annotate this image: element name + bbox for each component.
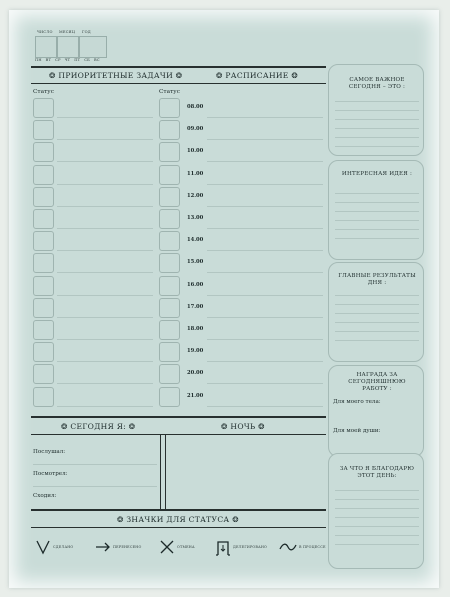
- card-writing-line[interactable]: [335, 331, 419, 332]
- card-writing-line[interactable]: [335, 535, 419, 536]
- planner-sheet: [9, 10, 439, 588]
- night-title: НОЧЬ: [230, 422, 256, 431]
- reward-title: НАГРАДА ЗА СЕГОДНЯШНЮЮ РАБОТУ :: [348, 372, 406, 392]
- priority-task-line[interactable]: [57, 228, 153, 229]
- legend-item-delegated: [213, 537, 273, 559]
- schedule-entry-line[interactable]: [207, 139, 323, 140]
- weekday-fri[interactable]: ПТ: [74, 58, 81, 62]
- icons-title: ЗНАЧКИ ДЛЯ СТАТУСА: [126, 515, 230, 524]
- card-writing-line[interactable]: [335, 508, 419, 509]
- schedule-time-label: 12.00: [187, 192, 204, 199]
- legend-label-in-progress: В ПРОЦЕССЕ: [299, 545, 326, 549]
- delegate-icon: [215, 538, 231, 556]
- schedule-status-box[interactable]: [159, 209, 180, 229]
- priority-task-line[interactable]: [57, 206, 153, 207]
- priority-status-box[interactable]: [33, 253, 54, 273]
- weekday-wed[interactable]: СР: [55, 58, 61, 62]
- schedule-status-box[interactable]: [159, 387, 180, 407]
- legend-item-cancel: [157, 537, 213, 559]
- gratitude-card[interactable]: [328, 453, 424, 569]
- icons-top-rule: [31, 509, 326, 511]
- schedule-entry-line[interactable]: [207, 295, 323, 296]
- card-writing-line[interactable]: [335, 110, 419, 111]
- tilde-icon: [279, 539, 297, 555]
- weekday-sun[interactable]: ВС: [94, 58, 100, 62]
- date-month-field[interactable]: [57, 36, 79, 58]
- date-month-label: МЕСЯЦ: [59, 30, 76, 34]
- idea-title: ИНТЕРЕСНАЯ ИДЕЯ :: [341, 171, 413, 177]
- card-writing-line[interactable]: [335, 220, 419, 221]
- priority-task-line[interactable]: [57, 161, 153, 162]
- today-night-divider: [165, 434, 166, 509]
- gratitude-title: ЗА ЧТО Я БЛАГОДАРЮ ЭТОТ ДЕНЬ:: [339, 466, 415, 479]
- priority-task-line[interactable]: [57, 317, 153, 318]
- schedule-time-label: 10.00: [187, 148, 204, 155]
- schedule-status-box[interactable]: [159, 165, 180, 185]
- schedule-entry-line[interactable]: [207, 339, 323, 340]
- schedule-time-label: 16.00: [187, 281, 204, 288]
- schedule-status-box[interactable]: [159, 364, 180, 384]
- schedule-time-label: 17.00: [187, 303, 204, 310]
- idea-card[interactable]: [328, 160, 424, 260]
- legend-item-done: [33, 537, 89, 559]
- priority-task-line[interactable]: [57, 139, 153, 140]
- card-writing-line[interactable]: [335, 304, 419, 305]
- legend-label-done: СДЕЛАНО: [53, 545, 74, 549]
- schedule-status-box[interactable]: [159, 298, 180, 318]
- ornament-icon: ❂: [221, 422, 228, 431]
- priority-task-line[interactable]: [57, 295, 153, 296]
- priority-status-box[interactable]: [33, 187, 54, 207]
- ornament-icon: ❂: [117, 515, 124, 524]
- schedule-time-label: 09.00: [187, 126, 204, 133]
- schedule-status-box[interactable]: [159, 342, 180, 362]
- schedule-entry-line[interactable]: [207, 117, 323, 118]
- for-body-label: Для моего тела:: [333, 399, 381, 405]
- legend-label-cancel: ОТМЕНА: [177, 545, 195, 549]
- weekday-thu[interactable]: ЧТ: [64, 58, 71, 62]
- schedule-time-label: 13.00: [187, 215, 204, 221]
- legend-item-in-progress: [277, 537, 327, 559]
- most-important-title: САМОЕ ВАЖНОЕ СЕГОДНЯ – ЭТО :: [348, 77, 406, 90]
- schedule-time-label: 14.00: [187, 237, 204, 244]
- schedule-entry-line[interactable]: [207, 228, 323, 229]
- card-writing-line[interactable]: [335, 313, 419, 314]
- schedule-entry-line[interactable]: [207, 250, 323, 251]
- schedule-status-box[interactable]: [159, 253, 180, 273]
- card-writing-line[interactable]: [335, 526, 419, 527]
- schedule-time-label: 11.00: [187, 170, 204, 177]
- priority-task-line[interactable]: [57, 406, 153, 407]
- today-title: СЕГОДНЯ Я:: [70, 422, 127, 431]
- today-bottom-rule: [31, 434, 326, 435]
- schedule-status-box[interactable]: [159, 142, 180, 162]
- schedule-status-box[interactable]: [159, 187, 180, 207]
- priority-status-box[interactable]: [33, 98, 54, 118]
- cross-icon: [159, 539, 175, 555]
- priority-title: ПРИОРИТЕТНЫЕ ЗАДАЧИ: [58, 71, 174, 80]
- today-night-divider: [160, 434, 161, 509]
- results-title: ГЛАВНЫЕ РЕЗУЛЬТАТЫ ДНЯ :: [338, 273, 416, 286]
- ornament-icon: ❂: [291, 71, 299, 80]
- weekday-tue[interactable]: ВТ: [45, 58, 52, 62]
- schedule-status-box[interactable]: [159, 231, 180, 251]
- ornament-icon: ❂: [128, 422, 136, 431]
- card-writing-line[interactable]: [335, 499, 419, 500]
- for-soul-label: Для моей души:: [333, 428, 381, 434]
- schedule-time-label: 20.00: [187, 370, 204, 377]
- schedule-status-box[interactable]: [159, 276, 180, 296]
- heard-label: Послушал:: [33, 449, 66, 455]
- priority-status-box[interactable]: [33, 320, 54, 340]
- card-writing-line[interactable]: [335, 146, 419, 147]
- priority-task-line[interactable]: [57, 117, 153, 118]
- card-writing-line[interactable]: [335, 137, 419, 138]
- night-notes-area[interactable]: [169, 440, 324, 506]
- date-day-field[interactable]: [35, 36, 57, 58]
- priority-task-line[interactable]: [57, 272, 153, 273]
- schedule-entry-line[interactable]: [207, 383, 323, 384]
- card-writing-line[interactable]: [335, 544, 419, 545]
- card-writing-line[interactable]: [335, 101, 419, 102]
- priority-task-line[interactable]: [57, 383, 153, 384]
- card-writing-line[interactable]: [335, 202, 419, 203]
- priority-task-line[interactable]: [57, 361, 153, 362]
- weekday-sat[interactable]: СБ: [84, 58, 91, 62]
- schedule-entry-line[interactable]: [207, 206, 323, 207]
- priority-status-box[interactable]: [33, 231, 54, 251]
- schedule-entry-line[interactable]: [207, 406, 323, 407]
- ornament-icon: ❂: [61, 422, 68, 431]
- schedule-time-label: 19.00: [187, 348, 204, 355]
- priority-status-box[interactable]: [33, 165, 54, 185]
- card-writing-line[interactable]: [335, 490, 419, 491]
- went-label: Сходил:: [33, 493, 57, 499]
- priority-task-line[interactable]: [57, 250, 153, 251]
- priority-header: [49, 71, 182, 80]
- ornament-icon: ❂: [216, 71, 223, 80]
- header-top-rule: [31, 66, 326, 68]
- icons-header: [117, 515, 239, 524]
- priority-status-box[interactable]: [33, 209, 54, 229]
- night-header: [221, 422, 265, 431]
- priority-status-box[interactable]: [33, 387, 54, 407]
- status-legend: [33, 534, 325, 560]
- weekday-row: [35, 58, 100, 62]
- schedule-header: [216, 71, 298, 80]
- legend-item-moved: [93, 537, 153, 559]
- schedule-status-box[interactable]: [159, 120, 180, 140]
- schedule-entry-line[interactable]: [207, 184, 323, 185]
- card-writing-line[interactable]: [335, 193, 419, 194]
- schedule-entry-line[interactable]: [207, 361, 323, 362]
- date-day-label: ЧИСЛО: [37, 30, 53, 34]
- card-writing-line[interactable]: [335, 322, 419, 323]
- card-writing-line[interactable]: [335, 229, 419, 230]
- schedule-entry-line[interactable]: [207, 317, 323, 318]
- priority-status-box[interactable]: [33, 342, 54, 362]
- ornament-icon: ❂: [258, 422, 265, 431]
- watched-line[interactable]: [33, 486, 157, 487]
- schedule-status-box[interactable]: [159, 320, 180, 340]
- card-writing-line[interactable]: [335, 211, 419, 212]
- ornament-icon: ❂: [175, 71, 183, 80]
- card-writing-line[interactable]: [335, 340, 419, 341]
- most-important-card[interactable]: [328, 64, 424, 156]
- priority-status-box[interactable]: [33, 120, 54, 140]
- today-top-rule: [31, 416, 326, 418]
- date-year-field[interactable]: [79, 36, 107, 58]
- weekday-mon[interactable]: ПН: [35, 58, 42, 62]
- priority-status-label: Статус: [33, 89, 54, 95]
- card-writing-line[interactable]: [335, 295, 419, 296]
- date-year-label: ГОД: [82, 30, 91, 34]
- card-writing-line[interactable]: [335, 517, 419, 518]
- schedule-status-box[interactable]: [159, 98, 180, 118]
- check-v-icon: [35, 539, 51, 555]
- priority-task-line[interactable]: [57, 339, 153, 340]
- card-writing-line[interactable]: [335, 119, 419, 120]
- priority-status-box[interactable]: [33, 142, 54, 162]
- schedule-entry-line[interactable]: [207, 161, 323, 162]
- priority-status-box[interactable]: [33, 364, 54, 384]
- legend-label-moved: ПЕРЕНЕСЕНО: [113, 545, 142, 549]
- heard-line[interactable]: [33, 464, 157, 465]
- results-card[interactable]: [328, 262, 424, 362]
- reward-card[interactable]: [328, 365, 424, 457]
- priority-status-box[interactable]: [33, 276, 54, 296]
- legend-label-delegated: ДЕЛЕГИРОВАНО: [233, 545, 267, 549]
- priority-task-line[interactable]: [57, 184, 153, 185]
- priority-status-box[interactable]: [33, 298, 54, 318]
- card-writing-line[interactable]: [335, 128, 419, 129]
- icons-bottom-rule: [31, 527, 326, 528]
- watched-label: Посмотрел:: [33, 471, 68, 477]
- header-bottom-rule: [31, 83, 326, 84]
- schedule-title: РАСПИСАНИЕ: [225, 71, 289, 80]
- schedule-entry-line[interactable]: [207, 272, 323, 273]
- schedule-time-label: 08.00: [187, 104, 204, 110]
- schedule-time-label: 21.00: [187, 392, 204, 399]
- today-header: [61, 422, 135, 431]
- schedule-time-label: 18.00: [187, 326, 204, 332]
- card-writing-line[interactable]: [335, 238, 419, 239]
- schedule-time-label: 15.00: [187, 259, 204, 266]
- arrow-right-icon: [95, 539, 111, 555]
- ornament-icon: ❂: [232, 515, 239, 524]
- ornament-icon: ❂: [49, 71, 56, 80]
- schedule-status-label: Статус: [159, 89, 180, 95]
